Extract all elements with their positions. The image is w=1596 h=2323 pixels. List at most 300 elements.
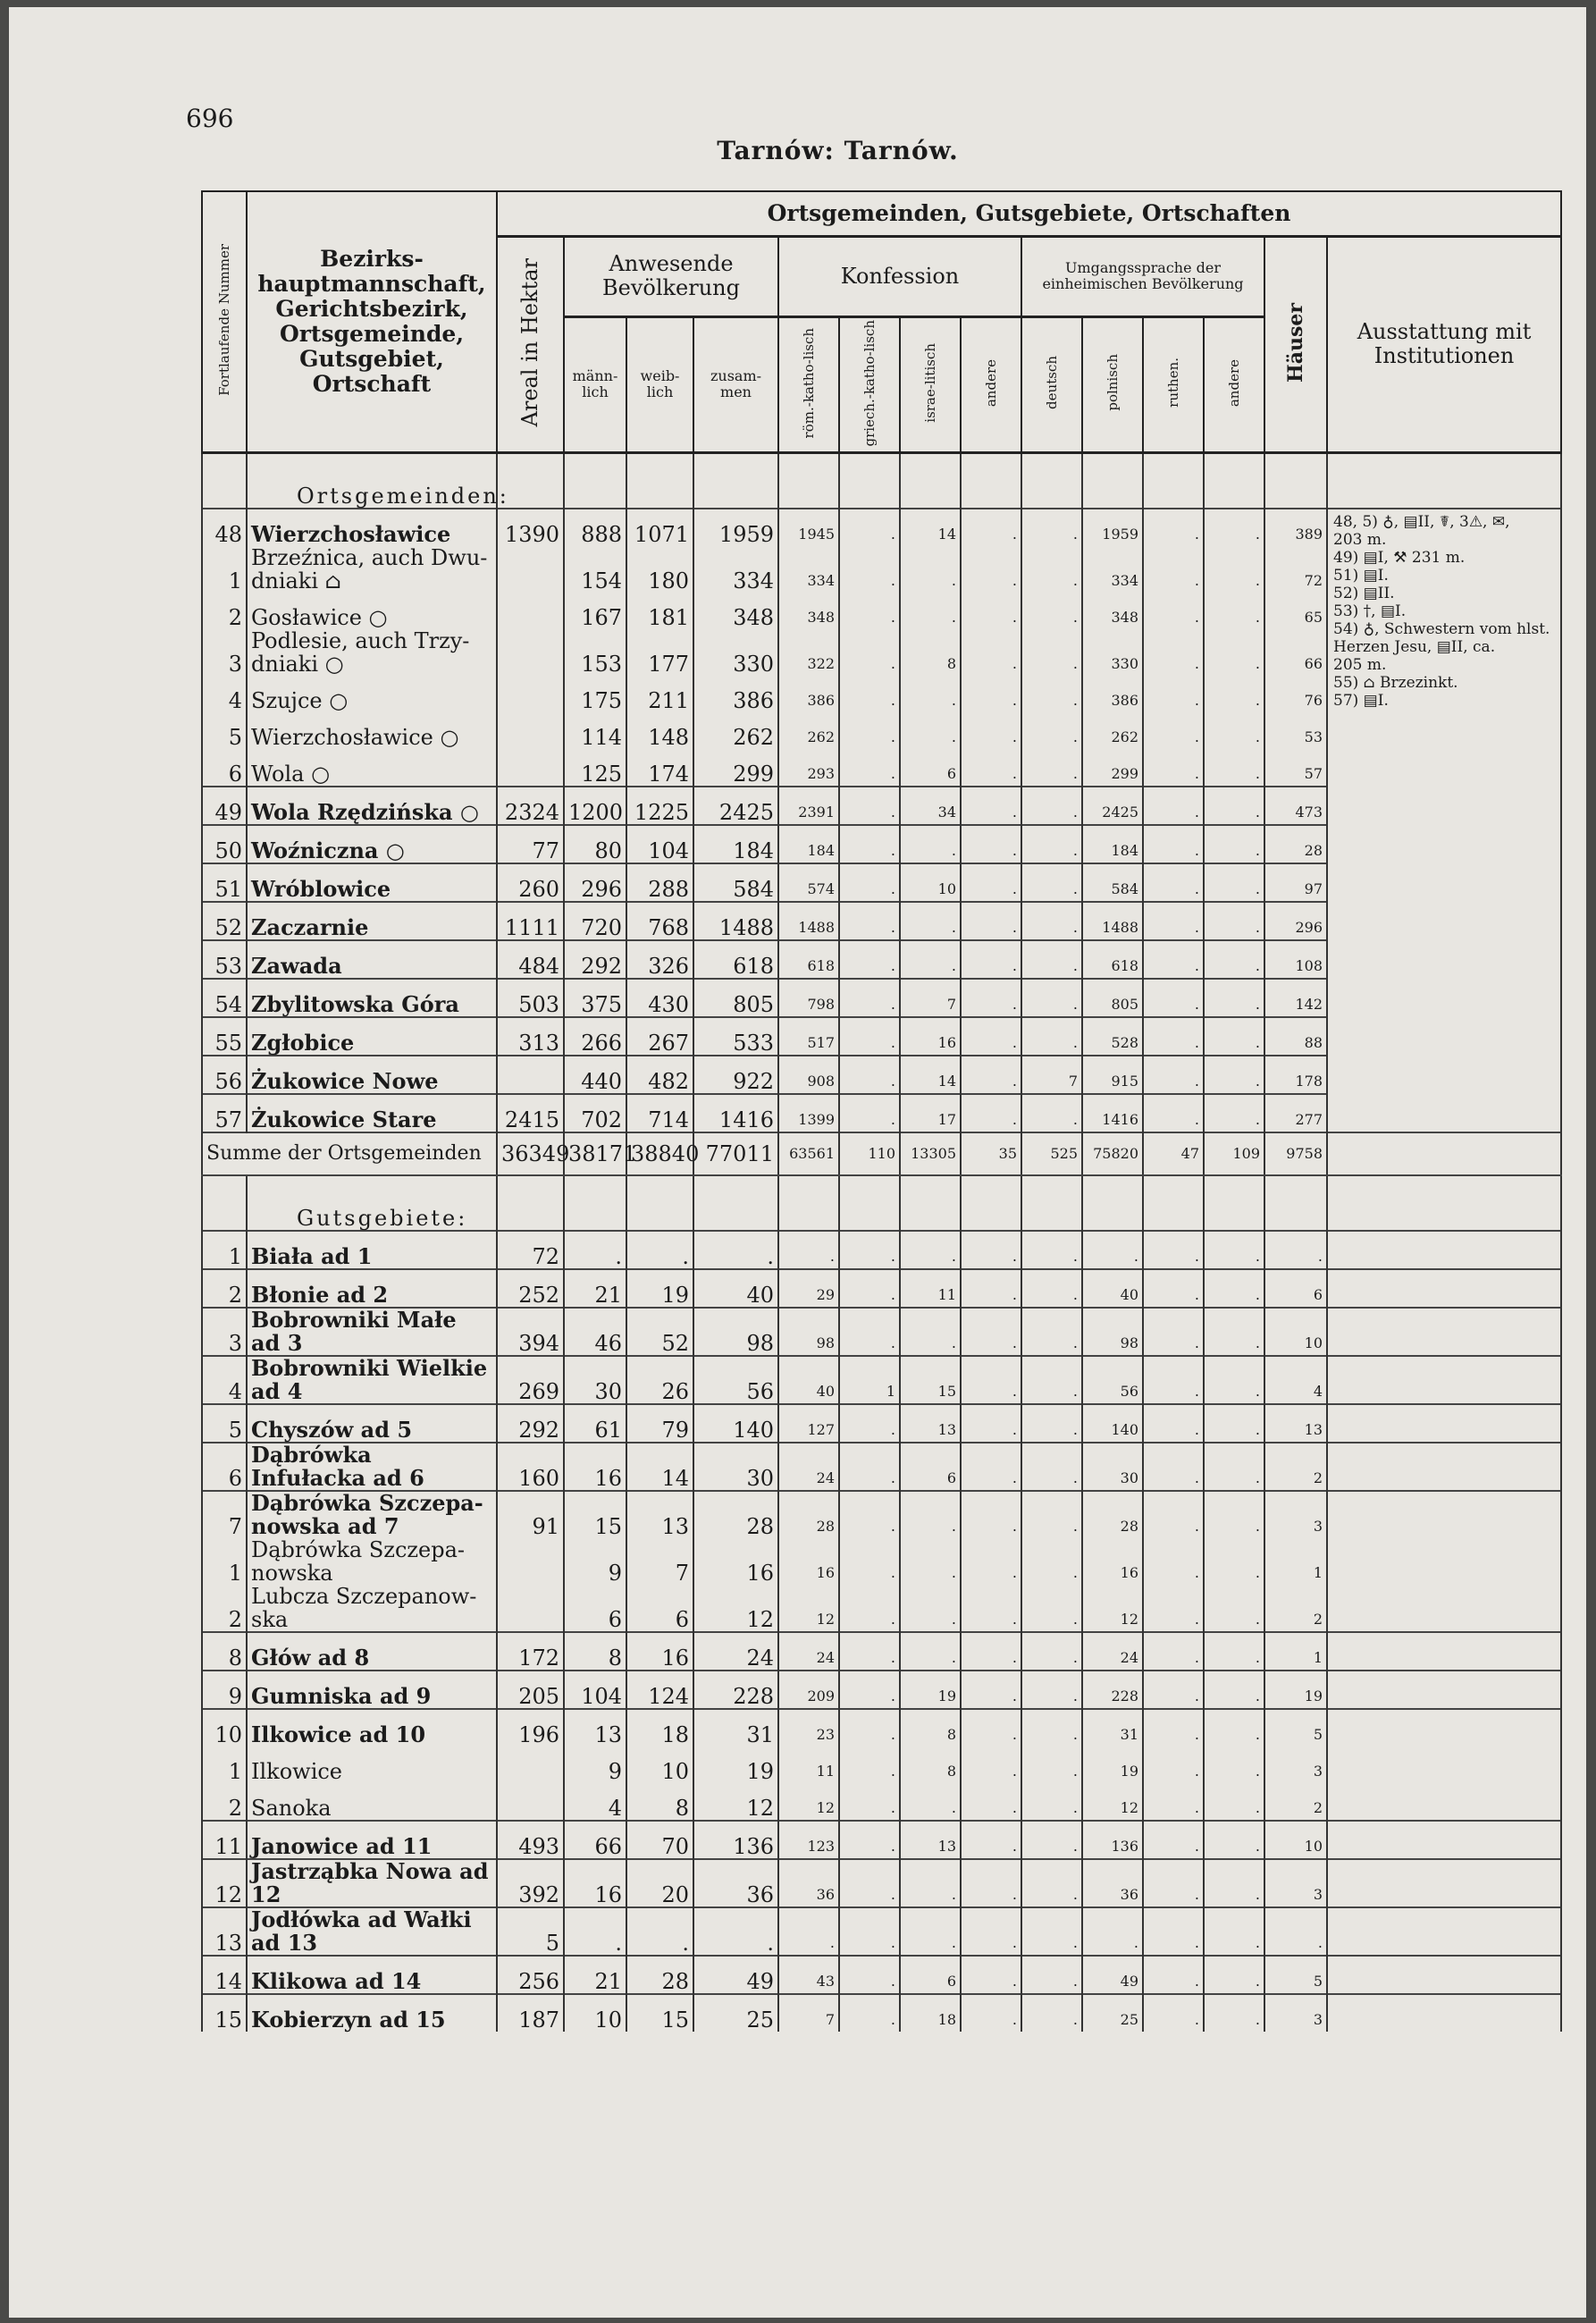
row-name: Dąbrówka Szczepa-nowska ad 7 bbox=[247, 1491, 497, 1538]
table-row bbox=[202, 1443, 1561, 1491]
female-cell: 8 bbox=[626, 1783, 693, 1821]
gc-cell: . bbox=[839, 1443, 900, 1491]
row-name: Szujce ○ bbox=[247, 676, 497, 712]
rc-cell: 517 bbox=[778, 1017, 839, 1056]
de-cell: . bbox=[1021, 1671, 1082, 1709]
blank-cell bbox=[202, 1175, 247, 1231]
pl-cell: 98 bbox=[1082, 1308, 1143, 1356]
pl-cell: 184 bbox=[1082, 825, 1143, 863]
other-cell: . bbox=[961, 863, 1021, 902]
other-cell: . bbox=[961, 979, 1021, 1017]
houses-cell: 296 bbox=[1264, 902, 1327, 940]
total-cell: 533 bbox=[693, 1017, 778, 1056]
row-name: Dąbrówka Szczepa-nowska bbox=[247, 1538, 497, 1585]
other-cell: . bbox=[961, 1404, 1021, 1443]
ru-cell: . bbox=[1143, 1671, 1204, 1709]
blank-cell bbox=[1327, 453, 1561, 509]
de-cell: . bbox=[1021, 1709, 1082, 1746]
male-cell: 13 bbox=[564, 1709, 626, 1746]
isr-cell: . bbox=[900, 712, 961, 749]
ru-cell: . bbox=[1143, 979, 1204, 1017]
header-gc: griech.-katho-lisch bbox=[839, 316, 900, 453]
row-number: 9 bbox=[202, 1671, 247, 1709]
rc-cell: 386 bbox=[778, 676, 839, 712]
institution-note: 51) ▤I. bbox=[1333, 567, 1389, 585]
male-cell: 167 bbox=[564, 593, 626, 629]
gc-cell: . bbox=[839, 1404, 900, 1443]
table-row bbox=[202, 1709, 1561, 1746]
other-cell: . bbox=[961, 1269, 1021, 1308]
blank-cell bbox=[1264, 1175, 1327, 1231]
female-cell: 177 bbox=[626, 629, 693, 676]
lang-other-cell: . bbox=[1204, 979, 1264, 1017]
gc-cell: . bbox=[839, 1994, 900, 2032]
total-cell: 28 bbox=[693, 1491, 778, 1538]
rc-cell: 798 bbox=[778, 979, 839, 1017]
rc-cell: 40 bbox=[778, 1356, 839, 1404]
isr-cell: 8 bbox=[900, 629, 961, 676]
blank-cell bbox=[1327, 1783, 1561, 1821]
row-number: 3 bbox=[202, 629, 247, 676]
area-cell: 256 bbox=[497, 1956, 564, 1994]
ru-cell: . bbox=[1143, 676, 1204, 712]
gc-cell: . bbox=[839, 1859, 900, 1907]
pl-cell: 1488 bbox=[1082, 902, 1143, 940]
lang-other-cell: . bbox=[1204, 1094, 1264, 1132]
area-cell: 172 bbox=[497, 1632, 564, 1671]
female-cell: 148 bbox=[626, 712, 693, 749]
total-cell: 299 bbox=[693, 749, 778, 787]
total-cell: 25 bbox=[693, 1994, 778, 2032]
gc-cell: . bbox=[839, 1017, 900, 1056]
row-number: 52 bbox=[202, 902, 247, 940]
row-number: 55 bbox=[202, 1017, 247, 1056]
female-cell: . bbox=[626, 1231, 693, 1269]
header-female: weib-lich bbox=[626, 316, 693, 453]
table-row bbox=[202, 1859, 1561, 1907]
male-cell: 440 bbox=[564, 1056, 626, 1094]
area-cell bbox=[497, 1746, 564, 1783]
rc-cell: 127 bbox=[778, 1404, 839, 1443]
gc-cell: 1 bbox=[839, 1356, 900, 1404]
row-name: Brzeźnica, auch Dwu-dniaki ⌂ bbox=[247, 546, 497, 593]
de-cell: . bbox=[1021, 1308, 1082, 1356]
row-name: Zbylitowska Góra bbox=[247, 979, 497, 1017]
pl-cell: 19 bbox=[1082, 1746, 1143, 1783]
sum-label: Summe der Ortsgemeinden bbox=[202, 1132, 497, 1175]
row-name: Biała ad 1 bbox=[247, 1231, 497, 1269]
blank-cell bbox=[1082, 453, 1143, 509]
ru-cell: . bbox=[1143, 1821, 1204, 1859]
row-name: Błonie ad 2 bbox=[247, 1269, 497, 1308]
sum-houses-cell: 9758 bbox=[1264, 1132, 1327, 1175]
houses-cell: 1 bbox=[1264, 1632, 1327, 1671]
row-number: 10 bbox=[202, 1709, 247, 1746]
female-cell: 26 bbox=[626, 1356, 693, 1404]
row-number: 14 bbox=[202, 1956, 247, 1994]
male-cell: 16 bbox=[564, 1443, 626, 1491]
isr-cell: 11 bbox=[900, 1269, 961, 1308]
blank-cell bbox=[202, 453, 247, 509]
lang-other-cell: . bbox=[1204, 629, 1264, 676]
other-cell: . bbox=[961, 593, 1021, 629]
ru-cell: . bbox=[1143, 863, 1204, 902]
female-cell: 19 bbox=[626, 1269, 693, 1308]
female-cell: 714 bbox=[626, 1094, 693, 1132]
row-name: Wierzchosławice ○ bbox=[247, 712, 497, 749]
gc-cell: . bbox=[839, 1783, 900, 1821]
de-cell: . bbox=[1021, 1859, 1082, 1907]
houses-cell: 6 bbox=[1264, 1269, 1327, 1308]
total-cell: . bbox=[693, 1907, 778, 1956]
male-cell: 21 bbox=[564, 1956, 626, 1994]
houses-cell: 2 bbox=[1264, 1585, 1327, 1632]
rc-cell: 12 bbox=[778, 1783, 839, 1821]
blank-cell bbox=[1327, 1746, 1561, 1783]
table-row bbox=[202, 1671, 1561, 1709]
total-cell: 184 bbox=[693, 825, 778, 863]
isr-cell: . bbox=[900, 1632, 961, 1671]
header-group: Ortsgemeinden, Gutsgebiete, Ortschaften bbox=[497, 191, 1561, 236]
houses-cell: 65 bbox=[1264, 593, 1327, 629]
rc-cell: . bbox=[778, 1907, 839, 1956]
ru-cell: . bbox=[1143, 1017, 1204, 1056]
pl-cell: 36 bbox=[1082, 1859, 1143, 1907]
lang-other-cell: . bbox=[1204, 1994, 1264, 2032]
pl-cell: 915 bbox=[1082, 1056, 1143, 1094]
row-name: Bobrowniki Małe ad 3 bbox=[247, 1308, 497, 1356]
blank-cell bbox=[1327, 1308, 1561, 1356]
row-name: Wróblowice bbox=[247, 863, 497, 902]
blank-cell bbox=[1204, 453, 1264, 509]
total-cell: 31 bbox=[693, 1709, 778, 1746]
isr-cell: 14 bbox=[900, 509, 961, 546]
gc-cell: . bbox=[839, 979, 900, 1017]
de-cell: . bbox=[1021, 787, 1082, 825]
female-cell: 430 bbox=[626, 979, 693, 1017]
sum-row bbox=[202, 1132, 1561, 1175]
area-cell: 2324 bbox=[497, 787, 564, 825]
institution-note: Herzen Jesu, ▤II, ca. bbox=[1333, 638, 1496, 657]
de-cell: . bbox=[1021, 1491, 1082, 1538]
area-cell bbox=[497, 749, 564, 787]
pl-cell: 49 bbox=[1082, 1956, 1143, 1994]
institution-note: 49) ▤I, ⚒ 231 m. bbox=[1333, 549, 1466, 568]
area-cell: 252 bbox=[497, 1269, 564, 1308]
area-cell: 392 bbox=[497, 1859, 564, 1907]
male-cell: 266 bbox=[564, 1017, 626, 1056]
female-cell: 20 bbox=[626, 1859, 693, 1907]
pl-cell: 330 bbox=[1082, 629, 1143, 676]
page-title: Tarnów: Tarnów. bbox=[717, 136, 959, 165]
row-name: Żukowice Stare bbox=[247, 1094, 497, 1132]
isr-cell: 10 bbox=[900, 863, 961, 902]
lang-other-cell: . bbox=[1204, 1821, 1264, 1859]
other-cell: . bbox=[961, 712, 1021, 749]
blank-cell bbox=[1327, 1671, 1561, 1709]
gc-cell: . bbox=[839, 940, 900, 979]
ru-cell: . bbox=[1143, 1632, 1204, 1671]
male-cell: 104 bbox=[564, 1671, 626, 1709]
gc-cell: . bbox=[839, 629, 900, 676]
sum-area-cell: 36349 bbox=[497, 1132, 564, 1175]
row-name: Janowice ad 11 bbox=[247, 1821, 497, 1859]
pl-cell: 31 bbox=[1082, 1709, 1143, 1746]
other-cell: . bbox=[961, 1783, 1021, 1821]
row-number: 5 bbox=[202, 712, 247, 749]
other-cell: . bbox=[961, 1632, 1021, 1671]
ru-cell: . bbox=[1143, 749, 1204, 787]
row-name: Głów ad 8 bbox=[247, 1632, 497, 1671]
row-name: Dąbrówka Infułacka ad 6 bbox=[247, 1443, 497, 1491]
ru-cell: . bbox=[1143, 1231, 1204, 1269]
isr-cell: 7 bbox=[900, 979, 961, 1017]
ru-cell: . bbox=[1143, 1356, 1204, 1404]
blank-cell bbox=[1327, 1632, 1561, 1671]
row-name: Gosławice ○ bbox=[247, 593, 497, 629]
lang-other-cell: . bbox=[1204, 593, 1264, 629]
female-cell: 28 bbox=[626, 1956, 693, 1994]
blank-cell bbox=[1327, 1269, 1561, 1308]
blank-cell bbox=[693, 1175, 778, 1231]
sum-other-cell: 35 bbox=[961, 1132, 1021, 1175]
other-cell: . bbox=[961, 1709, 1021, 1746]
row-number: 2 bbox=[202, 593, 247, 629]
male-cell: 292 bbox=[564, 940, 626, 979]
gc-cell: . bbox=[839, 787, 900, 825]
ru-cell: . bbox=[1143, 1709, 1204, 1746]
isr-cell: 8 bbox=[900, 1746, 961, 1783]
female-cell: 181 bbox=[626, 593, 693, 629]
gc-cell: . bbox=[839, 1538, 900, 1585]
blank-cell bbox=[1327, 1175, 1561, 1231]
blank-cell bbox=[1021, 1175, 1082, 1231]
blank-cell bbox=[1327, 1956, 1561, 1994]
institutions-cell bbox=[1327, 509, 1561, 1132]
isr-cell: 8 bbox=[900, 1709, 961, 1746]
male-cell: 4 bbox=[564, 1783, 626, 1821]
row-number: 51 bbox=[202, 863, 247, 902]
houses-cell: 2 bbox=[1264, 1443, 1327, 1491]
pl-cell: 28 bbox=[1082, 1491, 1143, 1538]
row-name: Podlesie, auch Trzy-dniaki ○ bbox=[247, 629, 497, 676]
header-male: männ-lich bbox=[564, 316, 626, 453]
ru-cell: . bbox=[1143, 1308, 1204, 1356]
area-cell: 260 bbox=[497, 863, 564, 902]
de-cell: . bbox=[1021, 546, 1082, 593]
houses-cell: 5 bbox=[1264, 1956, 1327, 1994]
houses-cell: 3 bbox=[1264, 1994, 1327, 2032]
pl-cell: 348 bbox=[1082, 593, 1143, 629]
pl-cell: 16 bbox=[1082, 1538, 1143, 1585]
de-cell: . bbox=[1021, 1632, 1082, 1671]
houses-cell: 53 bbox=[1264, 712, 1327, 749]
total-cell: 1416 bbox=[693, 1094, 778, 1132]
isr-cell: . bbox=[900, 1538, 961, 1585]
de-cell: . bbox=[1021, 1821, 1082, 1859]
header-institutions: Ausstattung mit Institutionen bbox=[1327, 236, 1561, 453]
row-number: 12 bbox=[202, 1859, 247, 1907]
female-cell: 288 bbox=[626, 863, 693, 902]
row-number: 49 bbox=[202, 787, 247, 825]
male-cell: 175 bbox=[564, 676, 626, 712]
table-row bbox=[202, 1907, 1561, 1956]
area-cell: 292 bbox=[497, 1404, 564, 1443]
total-cell: 24 bbox=[693, 1632, 778, 1671]
institution-note: 54) ♁, Schwestern vom hlst. bbox=[1333, 620, 1550, 639]
houses-cell: 97 bbox=[1264, 863, 1327, 902]
area-cell bbox=[497, 629, 564, 676]
area-cell bbox=[497, 676, 564, 712]
gc-cell: . bbox=[839, 1907, 900, 1956]
lang-other-cell: . bbox=[1204, 1308, 1264, 1356]
gc-cell: . bbox=[839, 1585, 900, 1632]
area-cell bbox=[497, 546, 564, 593]
other-cell: . bbox=[961, 1443, 1021, 1491]
table-row bbox=[202, 1746, 1561, 1783]
gc-cell: . bbox=[839, 712, 900, 749]
sum-gc-cell: 110 bbox=[839, 1132, 900, 1175]
lang-other-cell: . bbox=[1204, 1491, 1264, 1538]
gc-cell: . bbox=[839, 1821, 900, 1859]
ru-cell: . bbox=[1143, 1746, 1204, 1783]
male-cell: . bbox=[564, 1231, 626, 1269]
houses-cell: 3 bbox=[1264, 1859, 1327, 1907]
gc-cell: . bbox=[839, 1632, 900, 1671]
isr-cell: 16 bbox=[900, 1017, 961, 1056]
houses-cell: 5 bbox=[1264, 1709, 1327, 1746]
houses-cell: 19 bbox=[1264, 1671, 1327, 1709]
rc-cell: 334 bbox=[778, 546, 839, 593]
pl-cell: . bbox=[1082, 1907, 1143, 1956]
total-cell: 30 bbox=[693, 1443, 778, 1491]
blank-cell bbox=[1327, 1491, 1561, 1538]
row-number: 11 bbox=[202, 1821, 247, 1859]
de-cell: . bbox=[1021, 863, 1082, 902]
gc-cell: . bbox=[839, 509, 900, 546]
ru-cell: . bbox=[1143, 1783, 1204, 1821]
ru-cell: . bbox=[1143, 1404, 1204, 1443]
area-cell: 2415 bbox=[497, 1094, 564, 1132]
table-row bbox=[202, 1308, 1561, 1356]
other-cell: . bbox=[961, 1094, 1021, 1132]
de-cell: 7 bbox=[1021, 1056, 1082, 1094]
row-number: 53 bbox=[202, 940, 247, 979]
male-cell: 30 bbox=[564, 1356, 626, 1404]
area-cell: 503 bbox=[497, 979, 564, 1017]
pl-cell: 299 bbox=[1082, 749, 1143, 787]
houses-cell: 72 bbox=[1264, 546, 1327, 593]
other-cell: . bbox=[961, 676, 1021, 712]
other-cell: . bbox=[961, 1017, 1021, 1056]
lang-other-cell: . bbox=[1204, 1746, 1264, 1783]
area-cell: 313 bbox=[497, 1017, 564, 1056]
isr-cell: . bbox=[900, 1783, 961, 1821]
isr-cell: . bbox=[900, 825, 961, 863]
ru-cell: . bbox=[1143, 940, 1204, 979]
total-cell: 140 bbox=[693, 1404, 778, 1443]
female-cell: 180 bbox=[626, 546, 693, 593]
isr-cell: . bbox=[900, 1491, 961, 1538]
row-name: Ilkowice bbox=[247, 1746, 497, 1783]
ru-cell: . bbox=[1143, 712, 1204, 749]
isr-cell: 13 bbox=[900, 1821, 961, 1859]
gc-cell: . bbox=[839, 1709, 900, 1746]
row-number: 6 bbox=[202, 749, 247, 787]
row-number: 13 bbox=[202, 1907, 247, 1956]
female-cell: 10 bbox=[626, 1746, 693, 1783]
header-rc: röm.-katho-lisch bbox=[778, 316, 839, 453]
gc-cell: . bbox=[839, 1746, 900, 1783]
isr-cell: . bbox=[900, 1231, 961, 1269]
lang-other-cell: . bbox=[1204, 940, 1264, 979]
rc-cell: 98 bbox=[778, 1308, 839, 1356]
houses-cell: 473 bbox=[1264, 787, 1327, 825]
ru-cell: . bbox=[1143, 1956, 1204, 1994]
rc-cell: 23 bbox=[778, 1709, 839, 1746]
total-cell: 348 bbox=[693, 593, 778, 629]
isr-cell: . bbox=[900, 676, 961, 712]
ru-cell: . bbox=[1143, 509, 1204, 546]
de-cell: . bbox=[1021, 902, 1082, 940]
row-name: Zaczarnie bbox=[247, 902, 497, 940]
rc-cell: 209 bbox=[778, 1671, 839, 1709]
row-number: 1 bbox=[202, 1746, 247, 1783]
female-cell: 15 bbox=[626, 1994, 693, 2032]
header-pl: polnisch bbox=[1082, 316, 1143, 453]
gc-cell: . bbox=[839, 825, 900, 863]
row-number: 2 bbox=[202, 1269, 247, 1308]
area-cell: 72 bbox=[497, 1231, 564, 1269]
pl-cell: 12 bbox=[1082, 1783, 1143, 1821]
houses-cell: 66 bbox=[1264, 629, 1327, 676]
male-cell: 296 bbox=[564, 863, 626, 902]
houses-cell: 57 bbox=[1264, 749, 1327, 787]
blank-cell bbox=[839, 453, 900, 509]
total-cell: 922 bbox=[693, 1056, 778, 1094]
header-isr: israe-litisch bbox=[900, 316, 961, 453]
other-cell: . bbox=[961, 1056, 1021, 1094]
blank-cell bbox=[1082, 1175, 1143, 1231]
row-name: Wola Rzędzińska ○ bbox=[247, 787, 497, 825]
gc-cell: . bbox=[839, 1671, 900, 1709]
header-confession: Konfession bbox=[778, 236, 1021, 316]
row-name: Zawada bbox=[247, 940, 497, 979]
table-row bbox=[202, 1956, 1561, 1994]
area-cell bbox=[497, 593, 564, 629]
total-cell: 49 bbox=[693, 1956, 778, 1994]
ru-cell: . bbox=[1143, 1538, 1204, 1585]
sum-pl-cell: 75820 bbox=[1082, 1132, 1143, 1175]
male-cell: 114 bbox=[564, 712, 626, 749]
row-name: Jodłówka ad Wałki ad 13 bbox=[247, 1907, 497, 1956]
pl-cell: 25 bbox=[1082, 1994, 1143, 2032]
area-cell: 5 bbox=[497, 1907, 564, 1956]
other-cell: . bbox=[961, 825, 1021, 863]
rc-cell: 322 bbox=[778, 629, 839, 676]
blank-cell bbox=[900, 453, 961, 509]
male-cell: 46 bbox=[564, 1308, 626, 1356]
table-row bbox=[202, 1491, 1561, 1538]
blank-cell bbox=[1327, 1821, 1561, 1859]
section-heading: Ortsgemeinden: bbox=[247, 453, 497, 509]
male-cell: 8 bbox=[564, 1632, 626, 1671]
row-number: 57 bbox=[202, 1094, 247, 1132]
male-cell: 702 bbox=[564, 1094, 626, 1132]
page-number: 696 bbox=[186, 104, 234, 133]
total-cell: 2425 bbox=[693, 787, 778, 825]
gc-cell: . bbox=[839, 902, 900, 940]
